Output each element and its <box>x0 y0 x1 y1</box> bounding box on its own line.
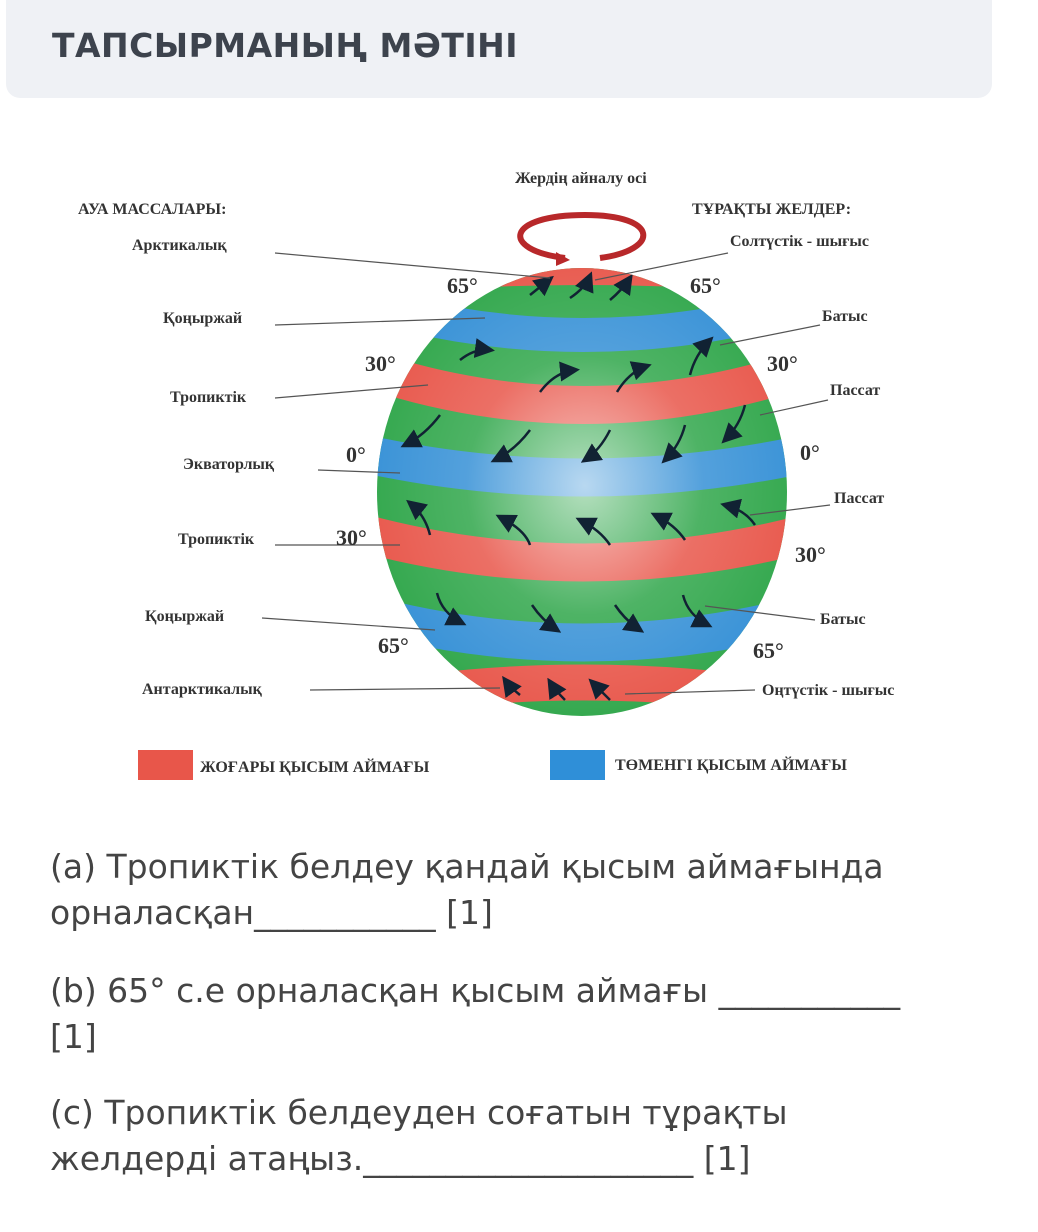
degree-label: 65° <box>378 633 409 658</box>
degree-label: 65° <box>690 273 721 298</box>
air-mass-temperate-north: Қоңыржай <box>163 310 243 327</box>
degree-label: 65° <box>753 638 784 663</box>
degree-label: 30° <box>336 525 367 550</box>
question-text: (b) 65° с.е орналасқан қысым аймағы ___________ <box>50 971 901 1010</box>
wind-trade-south: Пассат <box>834 490 885 507</box>
question-b <box>50 968 970 1060</box>
legend-low-label: ТӨМЕНГІ ҚЫСЫМ АЙМАҒЫ <box>615 757 847 774</box>
wind-trade-north: Пассат <box>830 382 881 399</box>
question-text: [1] <box>50 1017 97 1056</box>
air-mass-antarctic: Антарктикалық <box>142 681 262 698</box>
question-text: (c) Тропиктік белдеуден соғатын тұрақты <box>50 1093 788 1132</box>
degree-label: 30° <box>767 351 798 376</box>
question-text: желдерді атаңыз.____________________ [1] <box>50 1139 751 1178</box>
question-a <box>50 844 970 936</box>
wind-southeast: Оңтүстік - шығыс <box>762 682 895 699</box>
globe <box>370 260 800 730</box>
rotation-arrow-icon <box>520 215 643 258</box>
air-mass-arctic: Арктикалық <box>132 237 227 254</box>
question-text: (a) Тропиктік белдеу қандай қысым аймағында <box>50 847 884 886</box>
axis-label: Жердің айналу осі <box>515 170 647 187</box>
degree-label: 30° <box>365 351 396 376</box>
legend-low-swatch <box>550 750 605 780</box>
air-mass-temperate-south: Қоңыржай <box>145 608 225 625</box>
winds-title: ТҰРАҚТЫ ЖЕЛДЕР: <box>692 201 852 218</box>
pressure-belts-diagram <box>0 150 1038 800</box>
legend-high-swatch <box>138 750 193 780</box>
wind-westerly-south: Батыс <box>820 611 866 628</box>
page-title: ТАПСЫРМАНЫҢ МӘТІНІ <box>52 26 519 65</box>
wind-northeast: Солтүстік - шығыс <box>730 233 869 250</box>
degree-label: 0° <box>800 440 820 465</box>
task-header <box>6 0 992 98</box>
degree-label: 0° <box>346 442 366 467</box>
degree-label: 30° <box>795 542 826 567</box>
question-text: орналасқан___________ [1] <box>50 893 493 932</box>
air-mass-tropical-north: Тропиктік <box>170 389 247 406</box>
degree-label: 65° <box>447 273 478 298</box>
legend-high-label: ЖОҒАРЫ ҚЫСЫМ АЙМАҒЫ <box>200 759 430 776</box>
air-mass-tropical-south: Тропиктік <box>178 531 255 548</box>
wind-westerly-north: Батыс <box>822 308 868 325</box>
air-masses-title: АУА МАССАЛАРЫ: <box>78 201 227 218</box>
question-c <box>50 1090 970 1182</box>
air-mass-equatorial: Экваторлық <box>183 456 275 473</box>
